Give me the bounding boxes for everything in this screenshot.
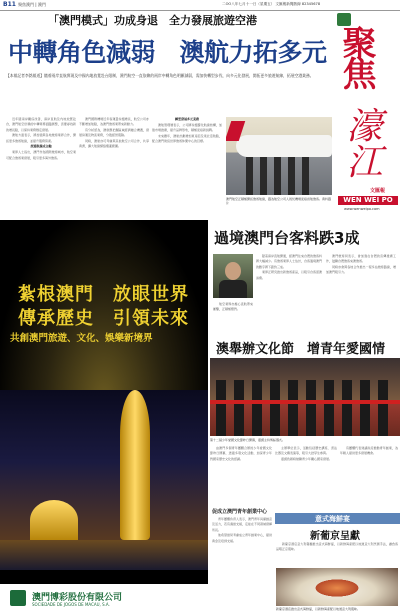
ad-line-2: 傳承歷史 引領未來 xyxy=(18,308,189,329)
story3-caption: 第十二屆少年愛國文化節昨日開幕，嘉賓主持剪綵儀式。 xyxy=(210,438,286,442)
story3-headline: 澳舉辦文化節 增青年愛國情 xyxy=(216,342,386,357)
sjm-logo-icon xyxy=(10,590,26,606)
story2-col1: 隨着兩岸直航開通，經澳門往來台灣的旅客料將大幅減少。有旅遊業界人士估計，台客過境澳門的數字將下跌約三成。 業界正研究推出新旅遊產品，以吸引台客留澳消費。 xyxy=(256,254,322,280)
story2-photo xyxy=(213,254,253,298)
brand-script: 濠江 xyxy=(341,107,382,179)
ad-company-cn: 澳門博彩股份有限公司 xyxy=(32,593,123,603)
lead-subhead-2: 轉型發展多元業務 xyxy=(174,117,199,121)
story3-subhead: 促成立澳門青年創業中心 xyxy=(212,509,268,515)
top-strip xyxy=(0,0,400,11)
people-silhouettes xyxy=(246,157,316,195)
ad-line-3: 共創澳門旅遊、文化、娛樂新境界 xyxy=(10,333,153,344)
lead-photo xyxy=(226,117,332,195)
story2-col2: 澳門旅遊局表示，會加強在台灣的宣傳推廣工作，鼓勵台灣旅客來澳旅遊。 同時亦會與各地合作推出一程多站旅遊路線，增加澳門吸引力。 xyxy=(326,254,396,275)
feature-band xyxy=(275,513,400,524)
lead-subhead-1: 旅遊航線成主軸 xyxy=(30,144,52,149)
feature-kicker: 意式海鮮宴 xyxy=(315,515,350,523)
story3-col4: 青年團體負責人表示，澳門青年具備創意及活力，若有適當支援，定能在不同領域發揮所長。 他希望當局考慮成立青年創業中心，提供資金及培訓支援。 xyxy=(212,517,272,543)
ad-line-1: 紮根澳門 放眼世界 xyxy=(18,284,189,305)
lead-body-col1: 近年隨兩岸關係改善，兩岸直航及內地放寬赴台，澳門航空依賴的中轉業務面臨調整，需要尋找新的增長點，以保持業務穩定發展。 澳航方面表示，將加強與各地旅遊業界合作，開拓更多旅遊航線，並提升服務質素。 旅遊航線成主軸 業界人士指出，澳門作為國際旅遊城市，航空業可配合旅遊業發展，吸引更多海外旅客。 xyxy=(6,117,76,160)
casino-ad xyxy=(0,220,208,614)
lead-kicker: 「澳門模式」功成身退 全力發展旅遊空港 xyxy=(48,14,257,27)
story2-col0: 航空業界亦擔心直航帶來衝擊，正積極應對。 xyxy=(213,302,253,312)
lead-intro xyxy=(6,72,330,112)
lead-intro-text: 【本報記者李銘報道】隨着兩岸直航實現及中國內地放寬赴台限制，澳門航空一直依賴的兩岸中轉角色明顯減弱，需加快轉型步伐，向多元化發展，開拓更多旅遊航線，拓展空港業務。 xyxy=(6,73,314,78)
brand-main: 聚焦 xyxy=(336,25,376,87)
section-label: 聚焦澳門 | 澳門 xyxy=(18,2,46,7)
person-body xyxy=(219,280,247,298)
story3-col1: 由澳門多個青年團體合辦的少年愛國文化節昨日開幕，透過多項文化活動，加深青少年對國家歷史文化的認識。 xyxy=(210,446,272,461)
ceremony-people xyxy=(216,380,396,436)
brand-en: WEN WEI PO xyxy=(338,196,398,205)
story3-col3: 有團體代表建議政府推動青年創業，為年輕人提供更多發展機會。 xyxy=(340,446,398,456)
dish-image xyxy=(312,578,362,598)
brand-paper: 文匯報 xyxy=(370,188,386,194)
water-reflection xyxy=(0,540,208,570)
feature-caption: 新葡京酒店推出意式海鮮宴，以新鮮海產配以地道意大利風味。 xyxy=(276,607,361,611)
casino-building-image xyxy=(30,500,78,540)
brand-url: www.wenweipo.com xyxy=(344,207,380,211)
feature-photo xyxy=(276,568,398,606)
masthead xyxy=(334,11,400,216)
date-line: 二OO八年七月十一日（星期五） 文匯報新聞熱線 82345678 xyxy=(222,2,321,6)
lead-photo-caption: 澳門航空正積極開拓旅遊航線，圖為航空公司人員於機場迎接首航旅客。資料圖片 xyxy=(226,197,332,205)
tower-image xyxy=(120,390,150,540)
airplane-image xyxy=(236,135,332,157)
lead-body-col2: 澳門國際機場近年客運量持續增長，航空公司亦不斷增加航點，為澳門旅遊業帶來新動力。 有分析認為，澳航應把握區域經濟融合機遇，發展貨運及物流業務，分散經營風險。 同時，澳航亦可考慮與其他航空公司合作，共享資源，擴大航線網絡覆蓋範圍。 xyxy=(79,117,149,149)
lead-body-col3: 轉型發展多元業務 澳航管理層表示，公司將持續優化航線結構，加強市場推廣，提升品牌形象，積極迎接新挑戰。 未來數年，澳航計劃增加東南亞及東北亞航點，配合澳門建設世界旅遊休閒中心的目標。 xyxy=(152,117,222,144)
ribbon-image xyxy=(210,400,400,404)
story2-headline: 過境澳門台客料跌3成 xyxy=(214,229,360,247)
ad-skyline-image xyxy=(0,390,208,570)
feature-body: 新葡京酒店意大利餐廳推出意式海鮮宴，以新鮮海產配以地道意大利烹調手法，讓食客品嚐正宗風味。 xyxy=(276,542,398,552)
person-portrait xyxy=(225,262,241,280)
feature-headline: 新葡京呈獻 xyxy=(310,531,360,542)
lead-headline: 中轉角色減弱 澳航力拓多元 xyxy=(8,38,327,67)
ad-footer xyxy=(0,584,208,614)
story3-col2: 主辦單位表示，活動包括歷史講座、書法比賽及文藝表演等，吸引大批學生參與。 嘉賓致辭時勉勵青少年關心國家發展。 xyxy=(275,446,337,462)
story3-photo xyxy=(210,358,400,436)
ad-company-en: SOCIEDADE DE JOGOS DE MACAU, S.A. xyxy=(32,602,110,607)
page-number: B11 xyxy=(3,1,16,8)
